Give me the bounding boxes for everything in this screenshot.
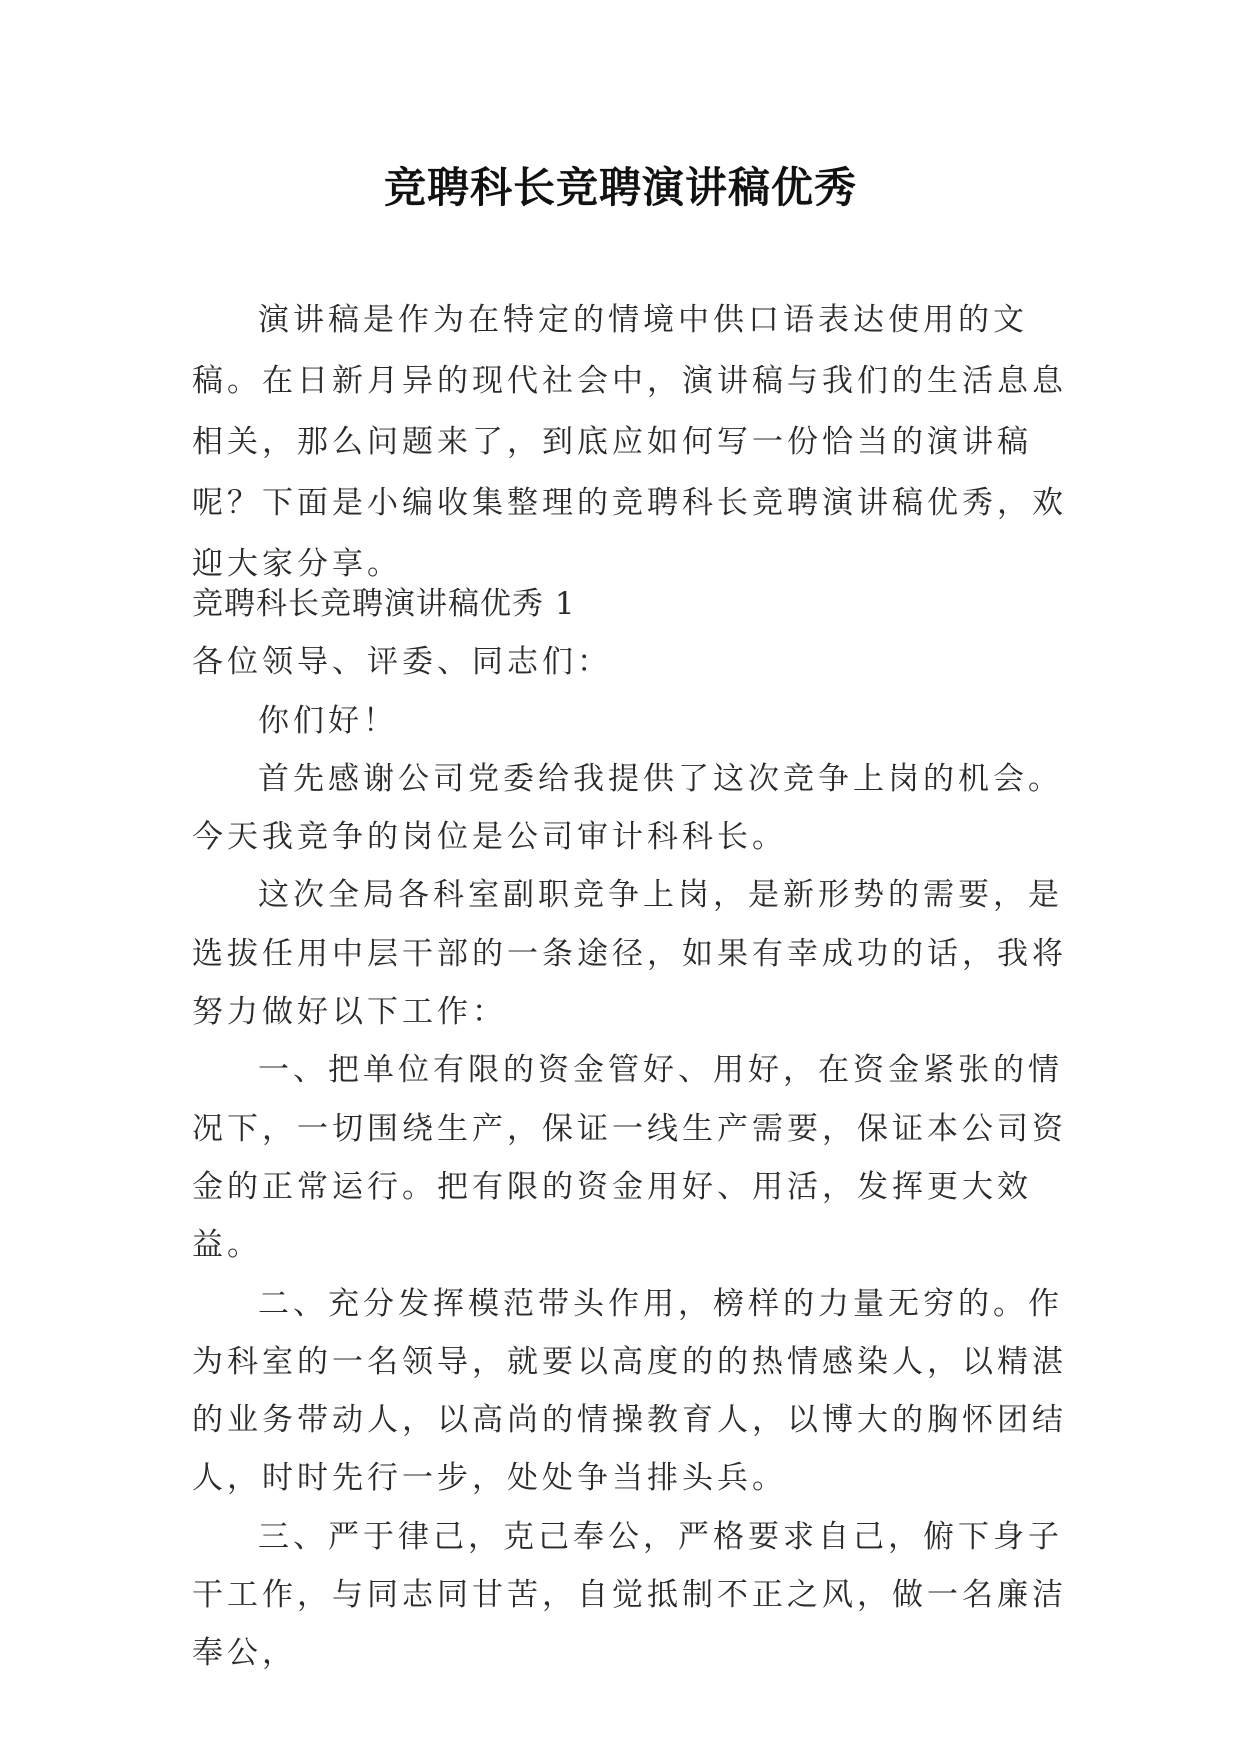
body-paragraph: 这次全局各科室副职竞争上岗，是新形势的需要，是选拔任用中层干部的一条途径，如果有幸成功的话，我将努力做好以下工作： bbox=[192, 877, 1067, 1031]
salutation: 各位领导、评委、同志们： bbox=[192, 644, 612, 681]
speech-body bbox=[192, 575, 1072, 1683]
body-paragraph: 二、充分发挥模范带头作用，榜样的力量无穷的。作为科室的一名领导，就要以高度的的热情感染人，以精湛的业务带动人，以高尚的情操教育人，以博大的胸怀团结人，时时先行一步，处处争当排头兵。 bbox=[192, 1285, 1067, 1497]
greeting: 你们好！ bbox=[258, 702, 398, 739]
intro-paragraph: 演讲稿是作为在特定的情境中供口语表达使用的文稿。在日新月异的现代社会中，演讲稿与我们的生活息息相关，那么问题来了，到底应如何写一份恰当的演讲稿呢？下面是小编收集整理的竞聘科长竞聘演讲稿优秀，欢迎大家分享。 bbox=[192, 302, 1067, 582]
intro-section bbox=[192, 290, 1072, 595]
section-heading: 竞聘科长竞聘演讲稿优秀 1 bbox=[192, 586, 576, 622]
body-paragraph: 首先感谢公司党委给我提供了这次竞争上岗的机会。今天我竞争的岗位是公司审计科科长。 bbox=[192, 760, 1063, 856]
body-paragraph: 三、严于律己，克己奉公，严格要求自己，俯下身子干工作，与同志同甘苦，自觉抵制不正之风，做一名廉洁奉公， bbox=[192, 1518, 1067, 1672]
body-paragraph: 一、把单位有限的资金管好、用好，在资金紧张的情况下，一切围绕生产，保证一线生产需要，保证本公司资金的正常运行。把有限的资金用好、用活，发挥更大效益。 bbox=[192, 1052, 1067, 1264]
document-title: 竞聘科长竞聘演讲稿优秀 bbox=[383, 163, 857, 212]
